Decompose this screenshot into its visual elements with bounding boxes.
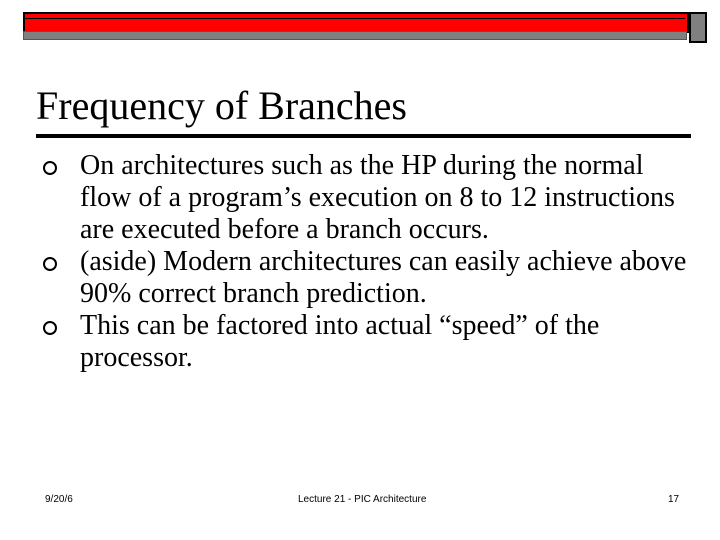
bullet-text: This can be factored into actual “speed” of the processor.	[80, 310, 600, 373]
footer-lecture-title: Lecture 21 - PIC Architecture	[298, 494, 427, 505]
hollow-circle-bullet-icon	[43, 321, 57, 335]
hollow-circle-bullet-icon	[43, 161, 57, 175]
top-decorative-bar	[0, 0, 720, 50]
bullet-item	[43, 246, 693, 310]
title-underline	[36, 134, 691, 138]
bullet-text: On architectures such as the HP during the normal flow of a program’s execution on 8 to 12 instructions are executed before a branch occurs.	[80, 150, 675, 245]
gray-band	[23, 31, 687, 40]
slide-title: Frequency of Branches	[36, 83, 407, 128]
bar-end-block	[689, 12, 707, 43]
footer-date: 9/20/6	[45, 494, 73, 505]
bullet-item	[43, 150, 693, 246]
bullet-text: (aside) Modern architectures can easily achieve above 90% correct branch prediction.	[80, 246, 687, 309]
bullet-list	[43, 150, 693, 374]
hollow-circle-bullet-icon	[43, 257, 57, 271]
footer-page-number: 17	[668, 494, 680, 505]
red-band-divider	[23, 12, 685, 19]
bullet-item	[43, 310, 693, 374]
